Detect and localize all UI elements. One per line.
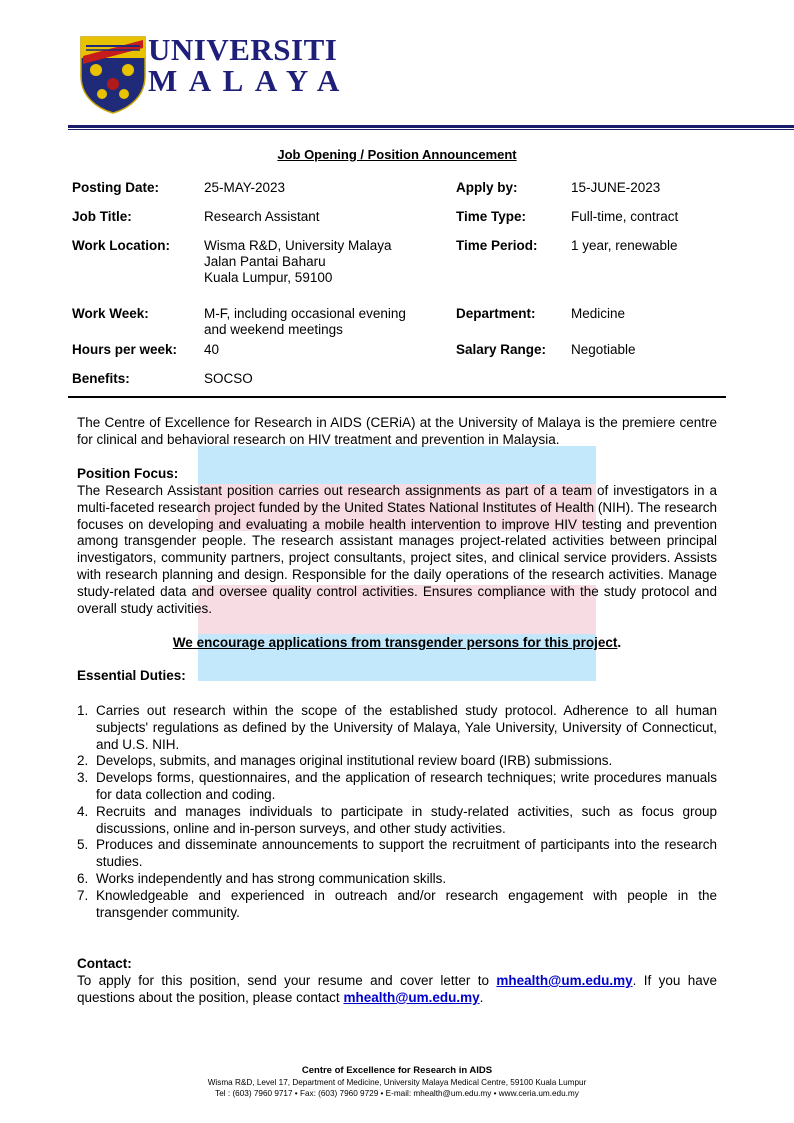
header-rule xyxy=(68,125,794,128)
duty-text: Recruits and manages individuals to participate in study-related activities, such as focus group discussions, online and in-person surveys, and other study activities. xyxy=(96,803,717,836)
footer-address: Wisma R&D, Level 17, Department of Medicine, University Malaya Medical Centre, 59100 Kuala Lumpur xyxy=(207,1078,587,1087)
duty-text: Carries out research within the scope of the established study protocol. Adherence to all human subjects' regulations as defined by the University of Malaya, Yale University, University of Connecticut, and U.S. NIH. xyxy=(96,703,717,752)
time-type-label: Time Type: xyxy=(456,209,527,224)
duty-text: Works independently and has strong communication skills. xyxy=(96,870,447,886)
contact-text-part2: . If you have questions about the position, please contact xyxy=(77,973,718,1005)
time-type-value: Full-time, contract xyxy=(571,209,679,224)
benefits-label: Benefits: xyxy=(72,371,130,386)
header-rule-thin xyxy=(68,129,794,130)
duty-item xyxy=(77,888,717,922)
encourage-statement xyxy=(77,635,717,650)
duties-list xyxy=(77,703,717,921)
posting-date-value: 25-MAY-2023 xyxy=(204,180,286,195)
work-week-value xyxy=(204,306,406,338)
duty-number: 6. xyxy=(77,870,89,886)
encourage-text: We encourage applications from transgender persons for this project xyxy=(172,635,618,650)
salary-label: Salary Range: xyxy=(456,342,547,357)
university-name-line1: UNIVERSITI xyxy=(148,32,338,67)
apply-by-label: Apply by: xyxy=(456,180,518,195)
time-period-value: 1 year, renewable xyxy=(571,238,678,253)
university-name xyxy=(148,34,351,96)
duty-item xyxy=(77,703,717,753)
time-period-label: Time Period: xyxy=(456,238,538,253)
work-location-line1: Wisma R&D, University Malaya xyxy=(204,238,392,253)
duty-number: 5. xyxy=(77,837,89,853)
department-value: Medicine xyxy=(571,306,626,321)
section-divider xyxy=(68,396,726,398)
duty-number: 4. xyxy=(77,803,89,819)
contact-email-link-1[interactable]: mhealth@um.edu.my xyxy=(496,973,633,988)
hours-label: Hours per week: xyxy=(72,342,178,357)
duty-item xyxy=(77,770,717,804)
department-label: Department: xyxy=(456,306,536,321)
footer-contact-info: Tel : (603) 7960 9717 • Fax: (603) 7960 9729 • E-mail: mhealth@um.edu.my • www.ceria.um.edu.my xyxy=(215,1089,579,1098)
job-title-label: Job Title: xyxy=(72,209,132,224)
work-location-line2: Jalan Pantai Baharu xyxy=(204,254,326,269)
encourage-period: . xyxy=(617,635,622,650)
duty-number: 3. xyxy=(77,770,89,786)
intro-paragraph: The Centre of Excellence for Research in AIDS (CERiA) at the University of Malaya is the premiere centre for clinical and behavioral research on HIV treatment and prevention in Malaysia. xyxy=(77,415,717,447)
contact-text-part3: . xyxy=(479,989,484,1005)
hours-value: 40 xyxy=(204,342,220,357)
university-name-line2: MALAYA xyxy=(148,63,351,98)
work-week-line1: M-F, including occasional evening xyxy=(204,306,406,321)
contact-heading: Contact: xyxy=(77,956,132,971)
work-location-line3: Kuala Lumpur, 59100 xyxy=(204,270,333,285)
footer-centre-name: Centre of Excellence for Research in AIDS xyxy=(301,1065,493,1076)
duty-number: 7. xyxy=(77,887,89,903)
duty-text: Knowledgeable and experienced in outreach and/or research engagement with people in the transgender community. xyxy=(96,887,717,920)
work-location-label: Work Location: xyxy=(72,238,171,253)
duty-item xyxy=(77,804,717,838)
duty-item xyxy=(77,837,717,871)
contact-text xyxy=(77,973,717,1007)
job-title-value: Research Assistant xyxy=(204,209,320,224)
university-crest-logo xyxy=(80,36,146,114)
benefits-value: SOCSO xyxy=(204,371,253,386)
position-focus-heading: Position Focus: xyxy=(77,466,179,481)
duty-text: Develops, submits, and manages original institutional review board (IRB) submissions. xyxy=(96,753,613,769)
duty-number: 1. xyxy=(77,703,89,718)
duty-text: Produces and disseminate announcements to support the recruitment of participants into the research studies. xyxy=(96,837,717,870)
contact-text-part1: To apply for this position, send your resume and cover letter to xyxy=(77,973,497,988)
work-week-line2: and weekend meetings xyxy=(204,322,343,337)
duty-text: Develops forms, questionnaires, and the application of research techniques; write procedures manuals for data collection and coding. xyxy=(96,770,717,802)
essential-duties-heading: Essential Duties: xyxy=(77,668,186,683)
announcement-title: Job Opening / Position Announcement xyxy=(277,147,517,162)
work-location-value xyxy=(204,238,392,286)
salary-value: Negotiable xyxy=(571,342,636,357)
posting-date-label: Posting Date: xyxy=(72,180,160,195)
position-focus-text: The Research Assistant position carries out research assignments as part of a team of investigators in a multi-faceted research project funded by the United States National Institutes of Health (NIH). The research focuses on developing and evaluating a mobile health intervention to improve HIV testing and prevention among transgender people. The research assistant manages project-related activities between principal investigators, community partners, project consultants, project sites, and clinical service providers. Assists with research planning and design. Responsible for the daily operations of the research activities. Manage study-related data and oversee quality control activities. Ensures compliance with the study protocol and overall study activities. xyxy=(77,483,717,616)
contact-email-link-2[interactable]: mhealth@um.edu.my xyxy=(343,989,480,1005)
duty-number: 2. xyxy=(77,753,89,769)
duty-item xyxy=(77,871,717,888)
duty-item xyxy=(77,753,717,770)
apply-by-value: 15-JUNE-2023 xyxy=(571,180,661,195)
work-week-label: Work Week: xyxy=(72,306,149,321)
